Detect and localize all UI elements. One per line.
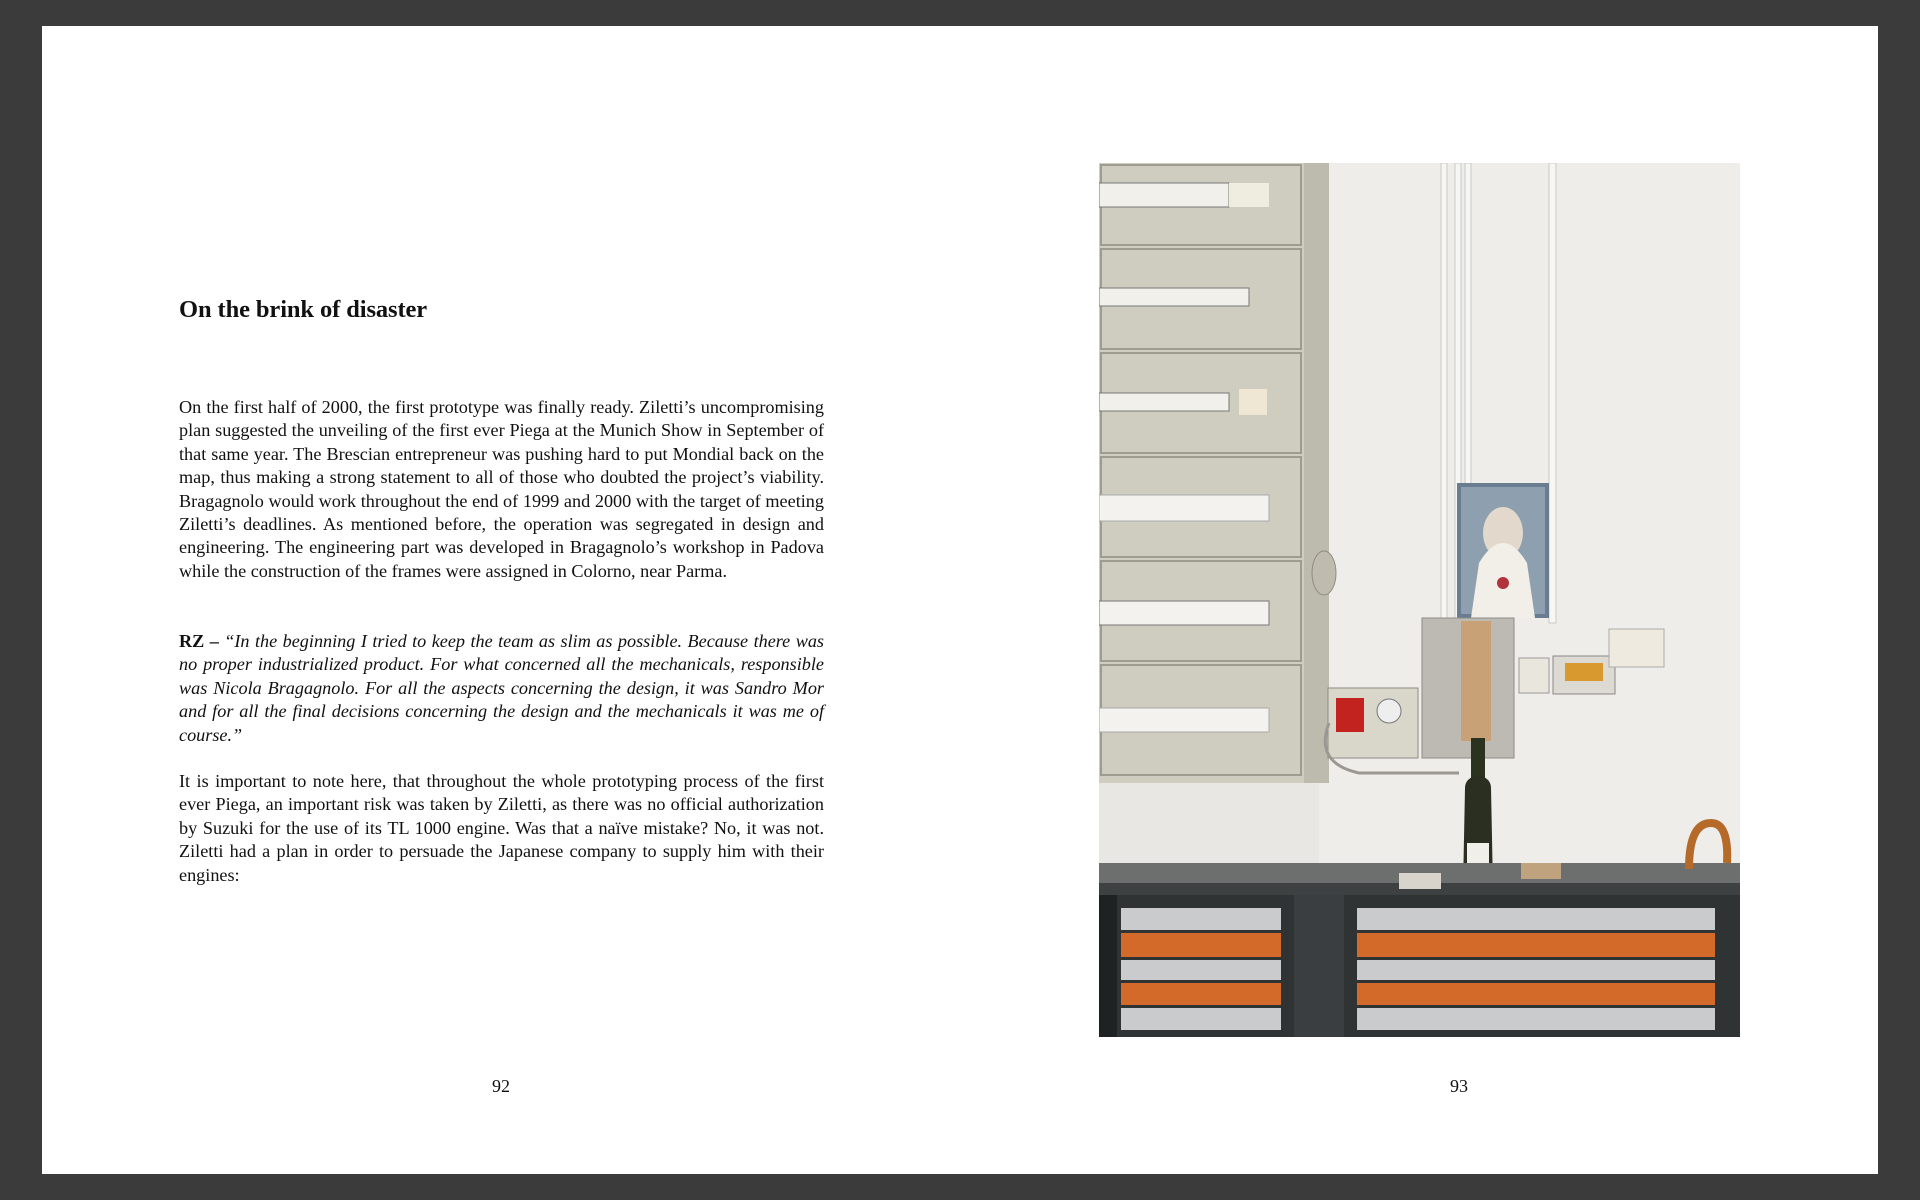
page-spread [42,26,1878,1174]
page-number-right: 93 [1450,1076,1468,1096]
page-number-left: 92 [492,1076,510,1096]
quote-text: “In the beginning I tried to keep the team as slim as possible. Because there was no proper industrialized product. For what concerned all the mechanicals, responsible was Nicola Bragagnolo. For all the aspects concerning the design, it was Sandro Mor and for all the final decisions concerning the design and the mechanicals it was me of course.” [179,631,825,745]
left-page [42,26,960,1174]
section-heading: On the brink of disaster [179,296,428,323]
workshop-photo [1099,163,1740,1037]
quote-speaker: RZ – [179,631,219,651]
quote-paragraph [179,630,824,747]
right-page [960,26,1878,1174]
workshop-photo-icon [1099,163,1740,1037]
body-paragraph-1: On the first half of 2000, the first prototype was finally ready. Ziletti’s uncompromising plan suggested the unveiling of the first ever Piega at the Munich Show in September of that same year. The Brescian entrepreneur was pushing hard to put Mondial back on the map, thus making a strong statement to all of those who doubted the project’s viability. Bragagnolo would work throughout the end of 1999 and 2000 with the target of meeting Ziletti’s deadlines. As mentioned before, the operation was segregated in design and engineering. The engineering part was developed in Bragagnolo’s workshop in Padova while the construction of the frames were assigned in Colorno, near Parma. [179,397,824,581]
body-paragraph-3: It is important to note here, that throughout the whole prototyping process of the first ever Piega, an important risk was taken by Ziletti, as there was no official authorization by Suzuki for the use of its TL 1000 engine. Was that a naïve mistake? No, it was not. Ziletti had a plan in order to persuade the Japanese company to supply him with their engines: [179,771,824,885]
